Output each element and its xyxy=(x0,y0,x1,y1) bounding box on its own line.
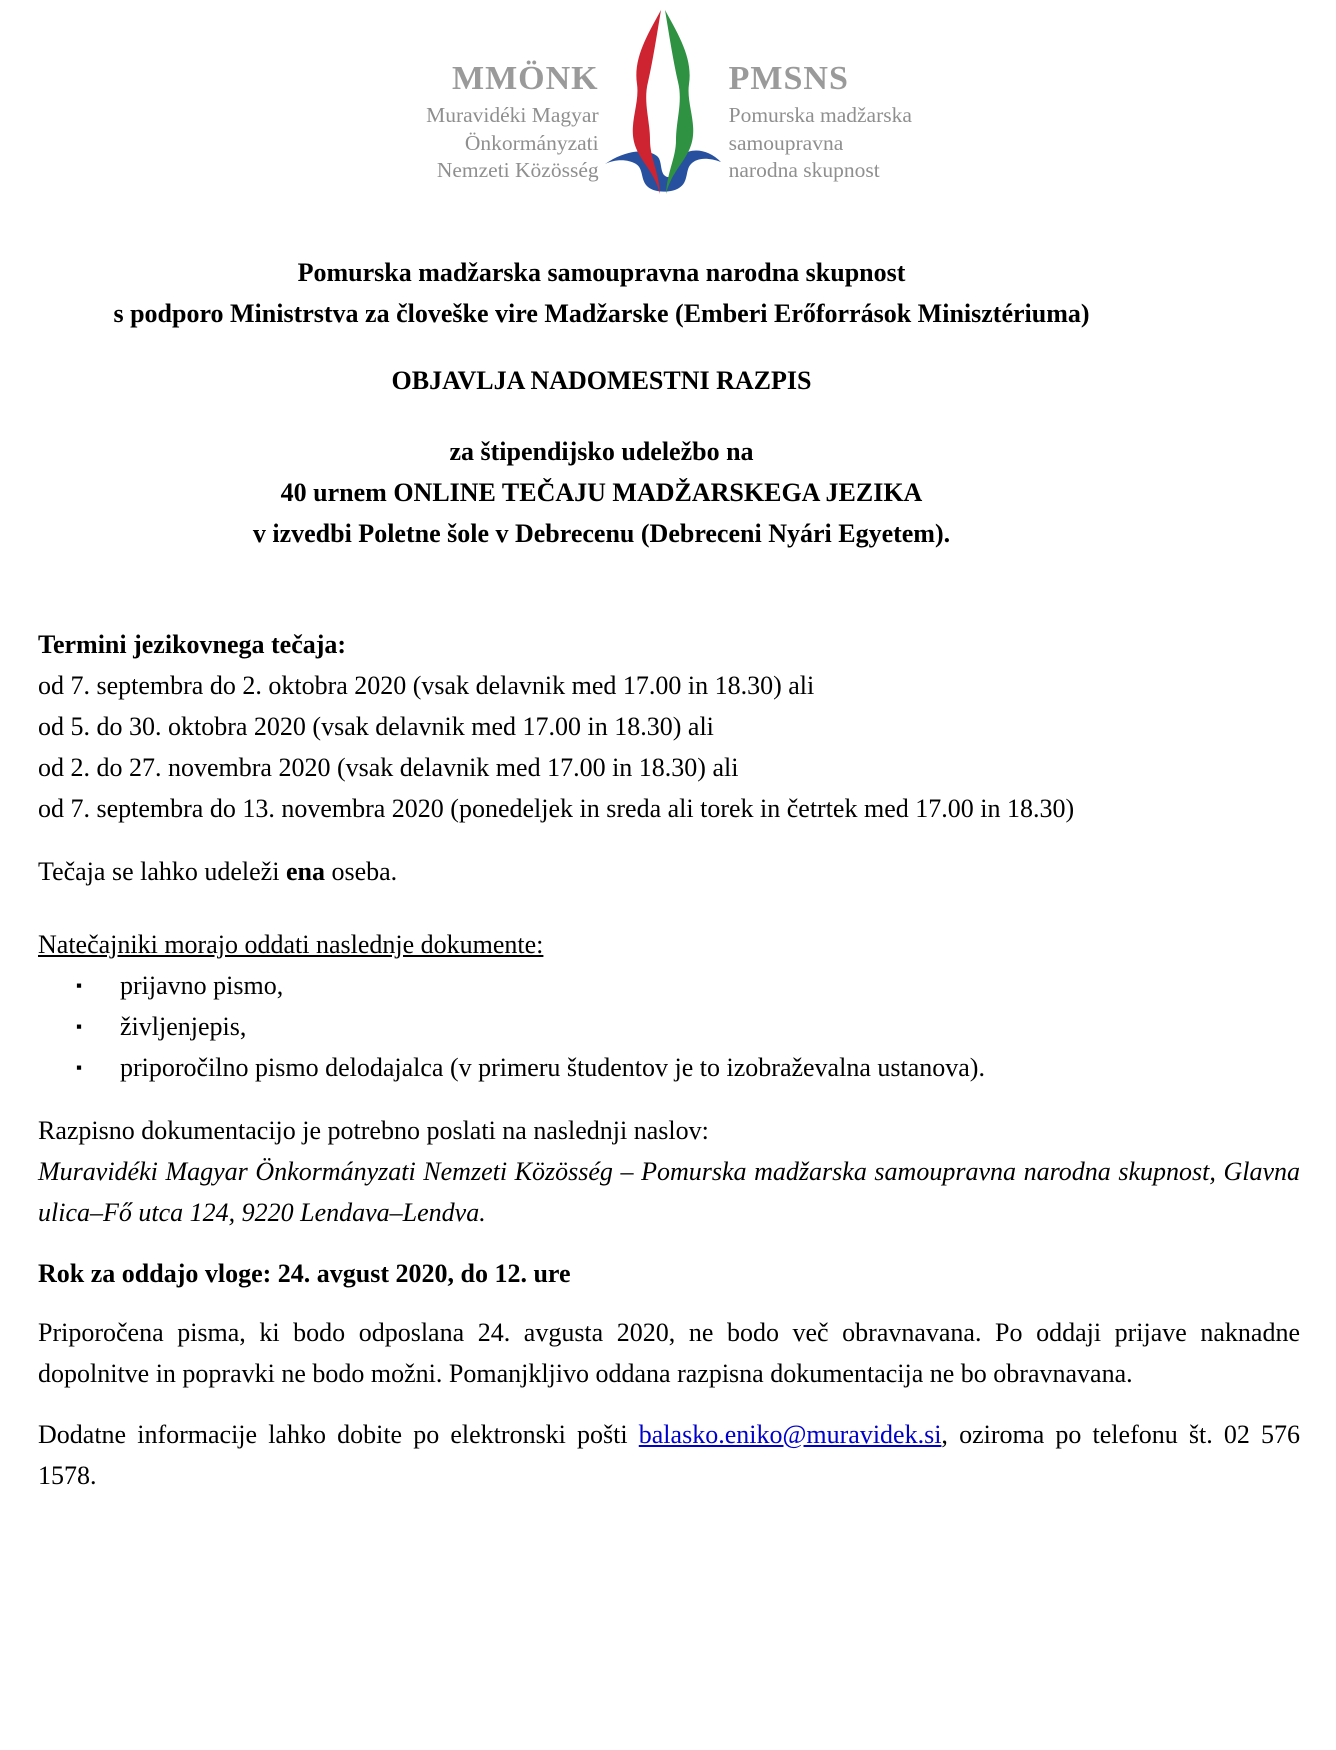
participation-emphasis: ena xyxy=(285,857,325,886)
logo-right-line: narodna skupnost xyxy=(728,158,880,183)
contact-paragraph xyxy=(38,1414,1300,1496)
call-subject-line3: v izvedbi Poletne šole v Debrecenu (Debreceni Nyári Egyetem). xyxy=(252,519,951,548)
organization-title xyxy=(38,252,1165,334)
logo-slovenian-name xyxy=(723,62,912,185)
required-documents-section xyxy=(38,924,1300,1088)
participation-note xyxy=(38,851,1300,892)
organization-title-line2: s podporo Ministrstva za človeške vire Madžarske (Emberi Erőforrások Minisztériuma) xyxy=(113,299,1090,328)
logo-hungarian-name xyxy=(426,62,603,185)
list-item xyxy=(38,1006,1300,1047)
organization-title-line1: Pomurska madžarska samoupravna narodna skupnost xyxy=(297,258,906,287)
bullet-square-icon: ▪ xyxy=(76,1017,83,1036)
contact-email-link[interactable]: balasko.eniko@muravidek.si xyxy=(638,1420,942,1449)
list-item-text: prijavno pismo, xyxy=(120,971,284,1000)
course-term-option: od 2. do 27. novembra 2020 (vsak delavnik med 17.00 in 18.30) ali xyxy=(38,753,739,782)
course-term-option: od 5. do 30. oktobra 2020 (vsak delavnik med 17.00 in 18.30) ali xyxy=(38,712,714,741)
submission-intro: Razpisno dokumentacijo je potrebno poslati na naslednji naslov: xyxy=(38,1116,709,1145)
required-documents-heading: Natečajniki morajo oddati naslednje dokumente: xyxy=(38,930,544,959)
logo-left-line: Önkormányzati xyxy=(464,130,599,155)
logo-acronym-mmonk: MMÖNK xyxy=(451,60,599,97)
list-item-text: priporočilno pismo delodajalca (v primeru študentov je to izobraževalna ustanova). xyxy=(120,1053,985,1082)
organization-logo xyxy=(38,8,1300,204)
flame-water-logo-icon xyxy=(603,8,723,204)
bullet-square-icon: ▪ xyxy=(76,976,83,995)
logo-right-line: Pomurska madžarska xyxy=(728,103,912,127)
list-item xyxy=(38,965,1300,1006)
announcement-heading: OBJAVLJA NADOMESTNI RAZPIS xyxy=(391,366,812,395)
document-body xyxy=(38,252,1300,1496)
course-terms-heading: Termini jezikovnega tečaja: xyxy=(38,630,347,659)
course-terms-section xyxy=(38,624,1300,829)
logo-left-line: Nemzeti Közösség xyxy=(436,158,599,183)
list-item xyxy=(38,1047,1300,1088)
call-subject-line1: za štipendijsko udeležbo na xyxy=(449,437,754,466)
late-submission-note: Priporočena pisma, ki bodo odposlana 24. avgusta 2020, ne bodo več obravnavana. Po oddaji prijave naknadne dopolnitve in popravki ne bodo možni. Pomanjkljivo oddana razpisna dokumentacija ne bo obravnavana. xyxy=(38,1318,1300,1388)
call-subject-line2: 40 urnem ONLINE TEČAJU MADŽARSKEGA JEZIKA xyxy=(280,478,923,507)
submission-address: Muravidéki Magyar Önkormányzati Nemzeti Közösség – Pomurska madžarska samoupravna narodna skupnost, Glavna ulica–Fő utca 124, 9220 Lendava–Lendva. xyxy=(38,1157,1300,1227)
logo-right-line: samoupravna xyxy=(728,130,844,155)
logo-acronym-pmsns: PMSNS xyxy=(728,60,849,97)
course-term-option: od 7. septembra do 13. novembra 2020 (ponedeljek in sreda ali torek in četrtek med 17.00 in 18.30) xyxy=(38,794,1075,823)
participation-prefix: Tečaja se lahko udeleži xyxy=(38,857,286,886)
call-subject xyxy=(38,431,1165,554)
deadline-line: Rok za oddajo vloge: 24. avgust 2020, do 12. ure xyxy=(38,1259,571,1288)
list-item-text: življenjepis, xyxy=(120,1012,247,1041)
bullet-square-icon: ▪ xyxy=(76,1058,83,1077)
course-term-option: od 7. septembra do 2. oktobra 2020 (vsak delavnik med 17.00 in 18.30) ali xyxy=(38,671,815,700)
required-documents-list xyxy=(38,965,1300,1088)
contact-suffix: , oziroma po telefonu št. 02 576 1578. xyxy=(38,1420,1300,1490)
logo-left-line: Muravidéki Magyar xyxy=(426,103,599,127)
submission-section xyxy=(38,1110,1300,1233)
contact-prefix: Dodatne informacije lahko dobite po elektronski pošti xyxy=(38,1420,639,1449)
participation-suffix: oseba. xyxy=(324,857,398,886)
